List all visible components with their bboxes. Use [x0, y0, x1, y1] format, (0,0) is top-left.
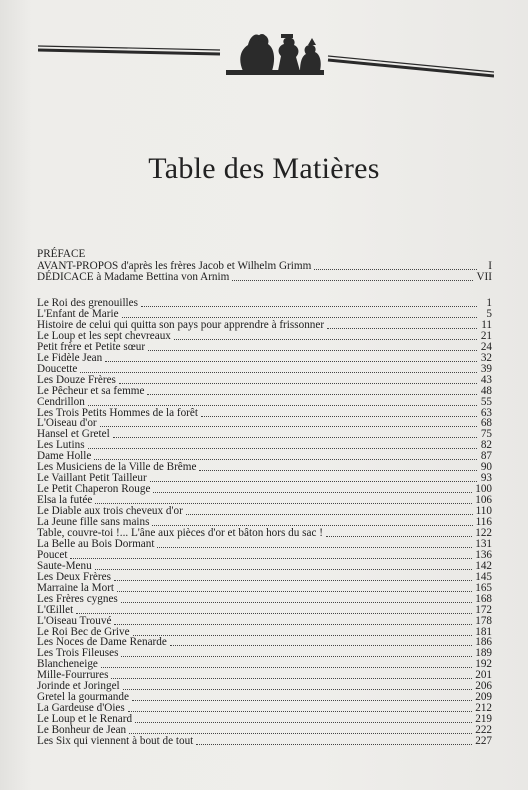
entry-page-number: 122	[475, 526, 492, 539]
dot-leader	[119, 374, 477, 384]
entry-page-number: 131	[475, 537, 492, 550]
entry-page-number: 116	[475, 516, 492, 528]
header-rule-left	[38, 46, 220, 54]
entry-title: Hansel et Gretel	[37, 428, 110, 441]
entry-title: Les Trois Petits Hommes de la forêt	[37, 406, 198, 419]
entry-page-number: 39	[480, 362, 492, 375]
entry-title: Le Fidèle Jean	[37, 351, 103, 364]
dot-leader	[129, 724, 472, 734]
entry-page-number: 136	[475, 548, 492, 561]
dot-leader	[70, 549, 472, 559]
entry-title: Les Lutins	[37, 439, 85, 452]
entry-page-number: 219	[475, 713, 492, 726]
entry-page-number: VII	[476, 271, 492, 283]
dot-leader	[88, 396, 477, 406]
dot-leader	[121, 593, 472, 603]
entry-page-number: 209	[475, 691, 492, 704]
entry-title: Les Douze Frères	[37, 373, 116, 386]
entry-title: Dame Holle	[37, 450, 92, 463]
dot-leader	[111, 669, 472, 679]
entry-page-number: 5	[486, 307, 492, 320]
entry-page-number: 11	[481, 318, 492, 331]
entry-title: Le Roi des grenouilles	[37, 297, 138, 309]
entry-title: Le Vaillant Petit Tailleur	[37, 472, 147, 485]
dot-leader	[113, 428, 477, 438]
dot-leader	[76, 604, 472, 614]
entry-title: Le Bonheur de Jean	[37, 724, 127, 737]
dot-leader	[95, 494, 472, 504]
entry-title: Gretel la gourmande	[37, 691, 129, 704]
entry-title: PRÉFACE	[37, 248, 86, 260]
entry-title: La Belle au Bois Dormant	[37, 537, 155, 550]
entry-page-number: 100	[475, 483, 492, 496]
entry-page-number: 227	[475, 735, 492, 747]
entry-title: Le Pêcheur et sa femme	[37, 384, 145, 397]
entry-page-number: 87	[480, 450, 492, 463]
entry-title: Poucet	[37, 548, 68, 561]
dot-leader	[114, 571, 472, 581]
entry-title: Le Loup et le Renard	[37, 713, 133, 726]
entry-title: Les Noces de Dame Renarde	[37, 636, 167, 649]
entry-page-number: 201	[475, 669, 492, 682]
dot-leader	[94, 450, 477, 460]
dot-leader	[314, 260, 477, 270]
dot-leader	[88, 439, 477, 449]
dot-leader	[105, 352, 477, 362]
entry-title: DÉDICACE à Madame Bettina von Arnim	[37, 271, 230, 283]
entry-page-number: 32	[480, 351, 492, 364]
entry-title: L'Oiseau Trouvé	[37, 614, 112, 627]
entry-title: Table, couvre-toi !... L'âne aux pièces d'or et bâton hors du sac !	[37, 526, 323, 539]
entry-title: Saute-Menu	[37, 559, 92, 572]
entry-page-number: 189	[475, 647, 492, 660]
entry-title: Marraine la Mort	[37, 581, 115, 594]
entry-page-number: 1	[486, 297, 492, 309]
page-title: Table des Matières	[148, 152, 380, 185]
entry-title: La Gardeuse d'Oies	[37, 702, 125, 715]
entry-page-number: 212	[475, 702, 492, 715]
entry-page-number: 48	[480, 384, 492, 397]
dot-leader	[95, 560, 473, 570]
dot-leader	[201, 407, 477, 417]
entry-page-number: 145	[475, 570, 492, 583]
dot-leader	[88, 249, 477, 258]
dot-leader	[157, 538, 472, 548]
entry-title: Les Deux Frères	[37, 570, 111, 583]
entry-title: Cendrillon	[37, 395, 85, 408]
entry-page-number: 142	[475, 559, 492, 572]
dot-leader	[132, 691, 472, 701]
entry-page-number: 178	[475, 614, 492, 627]
entry-title: Le Petit Chaperon Rouge	[37, 483, 151, 496]
entry-page-number: 110	[475, 505, 492, 518]
entry-page-number: 165	[475, 581, 492, 594]
entry-page-number: 43	[480, 373, 492, 386]
entry-page-number: 55	[480, 395, 492, 408]
entry-title: Jorinde et Joringel	[37, 680, 120, 693]
dot-leader	[123, 680, 473, 690]
dot-leader	[80, 363, 477, 373]
dot-leader	[135, 713, 472, 723]
entry-title: Elsa la futée	[37, 494, 93, 507]
dot-leader	[141, 297, 477, 307]
dot-leader	[170, 636, 472, 646]
entry-title: Petit frère et Petite sœur	[37, 340, 146, 353]
entry-title: La Jeune fille sans mains	[37, 516, 150, 528]
header-ornament	[38, 30, 494, 90]
dot-leader	[122, 308, 477, 318]
dot-leader	[152, 516, 472, 526]
entry-page-number: 172	[475, 603, 492, 616]
entry-title: Blancheneige	[37, 658, 98, 671]
entry-title: Le Roi Bec de Grive	[37, 625, 130, 638]
dot-leader	[147, 385, 477, 395]
entry-page-number: 192	[475, 658, 492, 671]
entry-title: Mille-Fourrures	[37, 669, 109, 682]
entry-title: Les Trois Fileuses	[37, 647, 119, 660]
dot-leader	[133, 626, 473, 636]
entry-page-number: 93	[480, 472, 492, 485]
entry-title: L'Oiseau d'or	[37, 417, 97, 430]
entry-page-number: 82	[480, 439, 492, 452]
entry-title: L'Œillet	[37, 603, 74, 616]
entry-page-number: 68	[480, 417, 492, 430]
entry-page-number: 90	[480, 461, 492, 474]
dot-leader	[100, 417, 477, 427]
entry-page-number: 186	[475, 636, 492, 649]
dot-leader	[196, 735, 472, 745]
entry-page-number: 106	[475, 494, 492, 507]
dot-leader	[128, 702, 472, 712]
entry-page-number: 21	[480, 329, 492, 342]
entry-page-number: 168	[475, 592, 492, 605]
entry-page-number: 206	[475, 680, 492, 693]
dot-leader	[153, 483, 472, 493]
entry-page-number: I	[488, 259, 492, 272]
dot-leader	[121, 647, 472, 657]
entry-title: Les Musiciens de la Ville de Brême	[37, 461, 197, 474]
entry-title: Les Six qui viennent à bout de tout	[37, 735, 194, 747]
entry-title: Le Loup et les sept chevreaux	[37, 329, 171, 342]
entry-title: AVANT-PROPOS d'après les frères Jacob et Wilhelm Grimm	[37, 259, 312, 272]
entry-page-number: 181	[475, 625, 492, 638]
entry-title: Histoire de celui qui quitta son pays pour apprendre à frissonner	[37, 318, 325, 331]
dot-leader	[199, 461, 477, 471]
entry-page-number: 63	[480, 406, 492, 419]
entry-page-number: 222	[475, 724, 492, 737]
front-matter-row	[37, 271, 492, 283]
front-matter-row	[37, 248, 492, 260]
entry-title: Le Diable aux trois cheveux d'or	[37, 505, 183, 518]
dot-leader	[101, 658, 472, 668]
dot-leader	[326, 527, 472, 537]
dot-leader	[186, 505, 473, 515]
entry-page-number: 75	[480, 428, 492, 441]
dot-leader	[117, 582, 472, 592]
entry-title: Doucette	[37, 362, 78, 375]
dot-leader	[150, 472, 477, 482]
front-matter-row	[37, 260, 492, 272]
header-rule-right	[328, 56, 494, 76]
entry-title: Les Frères cygnes	[37, 592, 118, 605]
dot-leader	[114, 615, 472, 625]
silhouette-figures-icon	[226, 34, 324, 75]
entry-title: L'Enfant de Marie	[37, 307, 119, 320]
dot-leader	[232, 271, 473, 281]
entry-page-number: 24	[480, 340, 492, 353]
dot-leader	[327, 319, 477, 329]
dot-leader	[174, 330, 477, 340]
toc-row	[37, 735, 492, 747]
dot-leader	[148, 341, 477, 351]
